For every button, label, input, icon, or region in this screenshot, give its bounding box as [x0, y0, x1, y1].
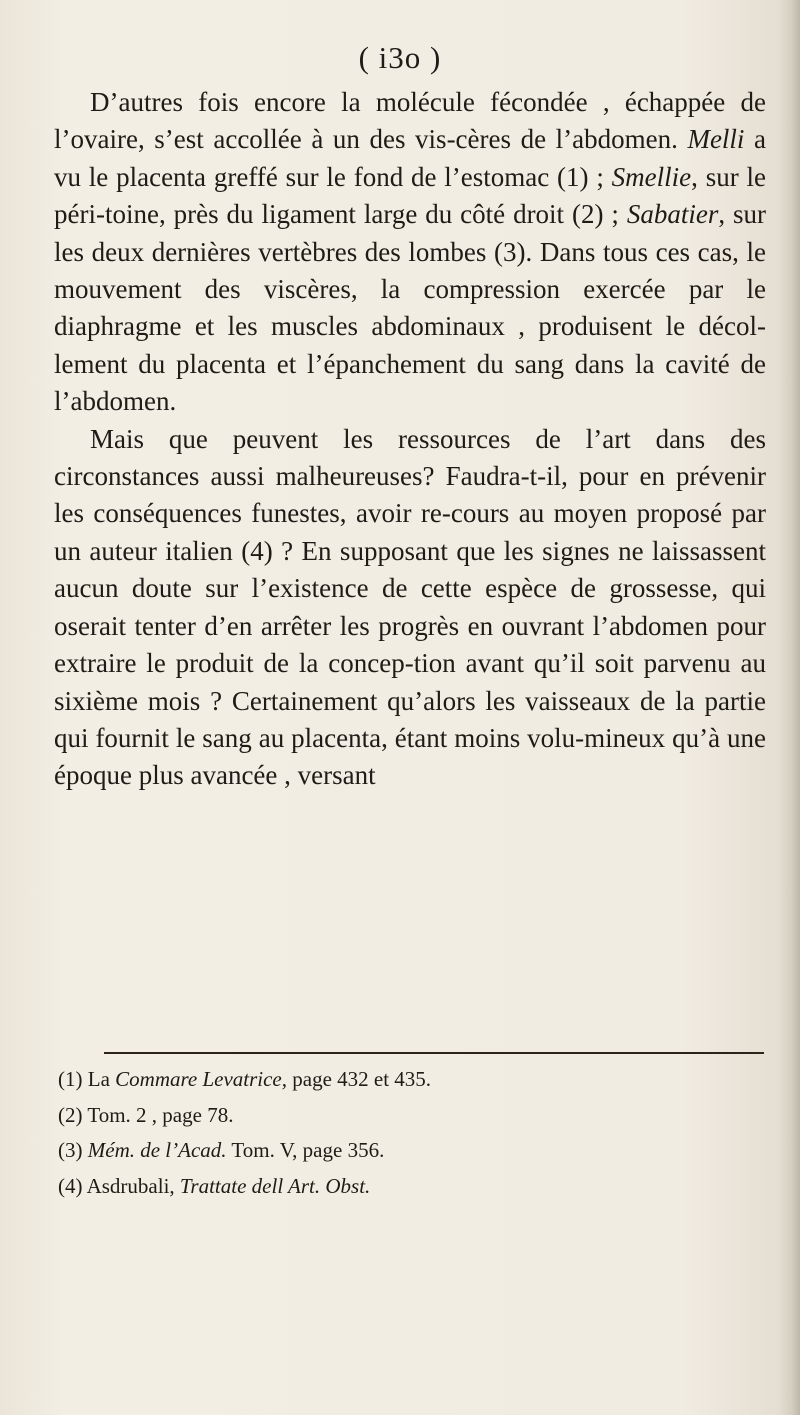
- paragraph-text-run: D’autres fois encore la molécule fécondée , échappée de l’ovaire, s’est accollée à un des vis-cères de l’abdomen.: [54, 87, 766, 155]
- footnotes: [58, 1062, 758, 1204]
- footnote-text-run-italic: Trattate dell Art. Obst.: [179, 1173, 371, 1198]
- paragraph-text-run: Mais que peuvent les ressources de l’art dans des circonstances aussi malheureuses? Faudra-t-il, pour en prévenir les conséquences funestes, avoir re-cours au moyen proposé par un auteur italien (4) ? En supposant que les signes ne laissassent aucun doute sur l’existence de cette espèce de grossesse, qui oserait tenter d’en arrêter les progrès en ouvrant l’abdomen pour extraire le produit de la concep-tion avant qu’il soit parvenu au sixième mois ? Certainement qu’alors les vaisseaux de la partie qui fournit le sang au placenta, étant moins volu-mineux qu’à une époque plus avancée , versant: [54, 423, 766, 791]
- paragraph-text-run: a vu le placenta greffé sur le fond de l’estomac (1) ;: [54, 124, 766, 192]
- footnote-text-run: (4) Asdrubali,: [58, 1173, 180, 1198]
- page-number-header: ( i3o ): [358, 40, 442, 75]
- footnote-text-run: (1) La: [58, 1067, 116, 1091]
- footnote-text-run: (3): [58, 1138, 88, 1162]
- footnote-3: [58, 1133, 758, 1169]
- paragraph-2: [54, 421, 766, 795]
- footnote-text-run: Tom. V, page 356.: [226, 1138, 385, 1162]
- paragraph-text-run-italic: Melli: [687, 124, 745, 155]
- footnote-text-run: (2) Tom. 2 , page 78.: [58, 1102, 234, 1127]
- paragraph-text-run-italic: Sabatier: [626, 199, 719, 230]
- footnote-4: [58, 1169, 758, 1205]
- footnote-1: [58, 1062, 758, 1098]
- page-edge-shadow: [778, 0, 800, 1415]
- footnote-separator-rule: [104, 1052, 764, 1054]
- footnote-text-run-italic: Commare Levatrice,: [115, 1067, 287, 1091]
- paragraph-1: [54, 84, 766, 421]
- footnote-text-run-italic: Mém. de l’Acad.: [87, 1138, 227, 1162]
- paragraph-text-run: , sur les deux dernières vertèbres des lombes (3). Dans tous ces cas, le mouvement des viscères, la compression exercée par le diaphragme et les muscles abdominaux , produisent le décol-lement du placenta et l’épanchement du sang dans la cavité de l’abdomen.: [54, 199, 766, 417]
- footnote-2: [58, 1098, 758, 1134]
- footnote-text-run: page 432 et 435.: [287, 1067, 432, 1091]
- main-text: [54, 84, 766, 795]
- paragraph-text-run: , sur le péri-toine, près du ligament large du côté droit (2) ;: [54, 161, 767, 230]
- paragraph-text-run-italic: Smellie: [611, 161, 692, 192]
